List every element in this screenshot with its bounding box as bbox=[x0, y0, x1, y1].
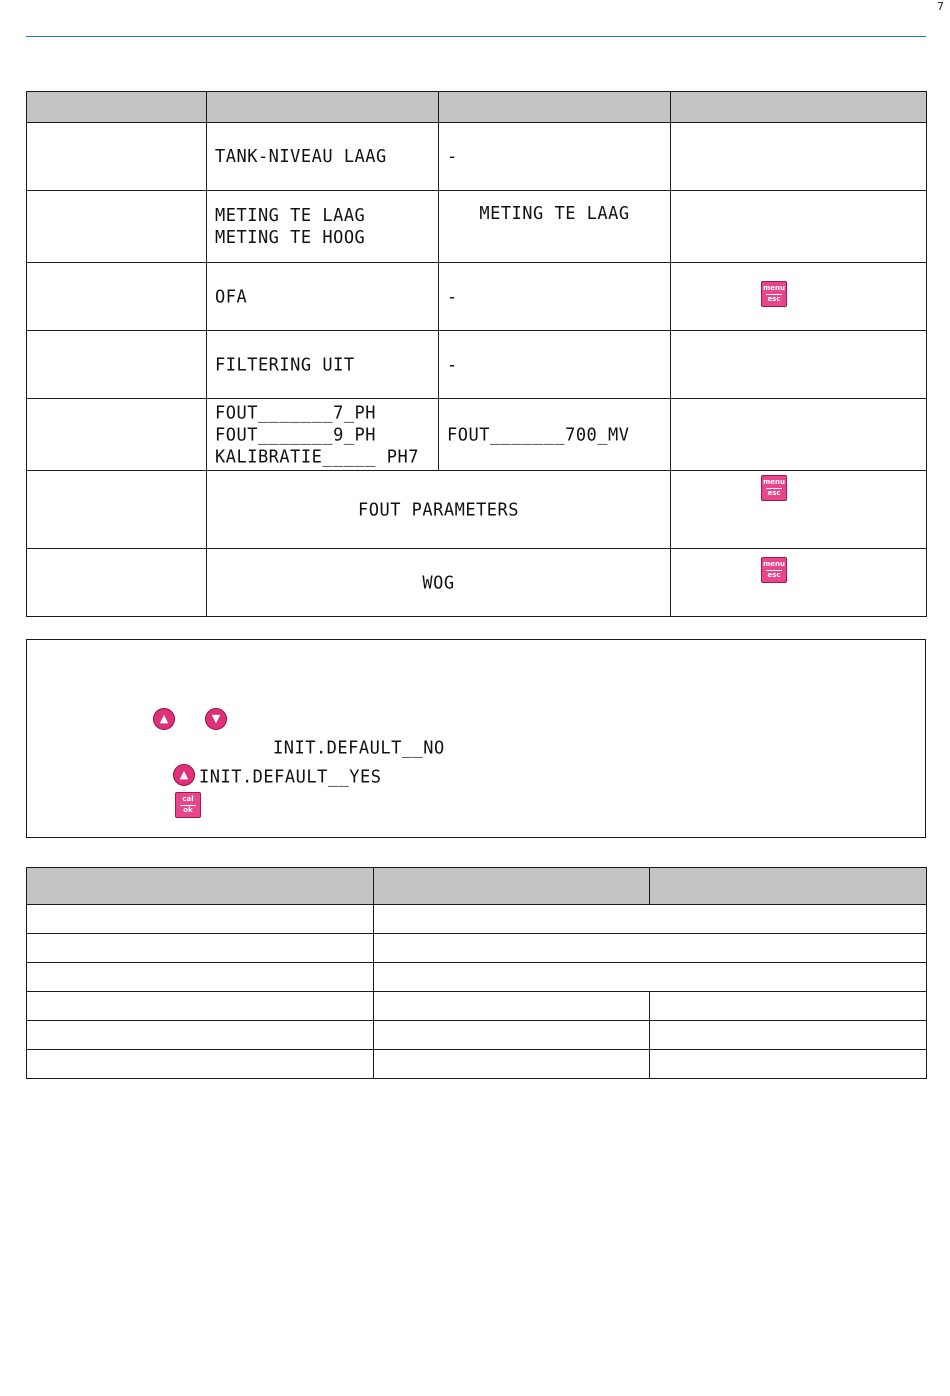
table-cell bbox=[650, 992, 927, 1021]
header-rule bbox=[26, 36, 926, 37]
cell-action bbox=[671, 331, 927, 399]
lcd-text: METING TE HOOG bbox=[215, 227, 366, 248]
key-label-top: menu bbox=[762, 284, 785, 292]
up-arrow-icon: ▲ bbox=[153, 708, 175, 730]
key-label-bottom: esc bbox=[767, 489, 781, 497]
cell-display-alt bbox=[439, 191, 671, 263]
table-row bbox=[27, 963, 927, 992]
header-cell bbox=[207, 92, 439, 123]
alarm-table bbox=[26, 91, 927, 617]
header-cell bbox=[27, 92, 207, 123]
up-arrow-icon: ▲ bbox=[173, 764, 195, 786]
defaults-table-header bbox=[27, 868, 927, 905]
lcd-text: METING TE LAAG bbox=[479, 203, 630, 225]
header-cell bbox=[439, 92, 671, 123]
lcd-text: - bbox=[447, 146, 458, 167]
cell-display-alt bbox=[439, 123, 671, 191]
cell-cause bbox=[27, 191, 207, 263]
table-row bbox=[27, 905, 927, 934]
table-cell bbox=[27, 1050, 374, 1079]
lcd-text: FOUT PARAMETERS bbox=[357, 499, 520, 520]
table-row bbox=[27, 123, 927, 191]
cell-display bbox=[207, 331, 439, 399]
page-number: 7 bbox=[937, 0, 944, 13]
lcd-text: FOUT_______9_PH bbox=[215, 424, 377, 445]
table-cell bbox=[27, 992, 374, 1021]
cell-cause bbox=[27, 331, 207, 399]
table-cell bbox=[650, 1021, 927, 1050]
cell-action bbox=[671, 191, 927, 263]
table-cell bbox=[27, 963, 374, 992]
lcd-text: OFA bbox=[215, 286, 248, 307]
table-row bbox=[27, 471, 927, 549]
menu-esc-key-icon bbox=[761, 557, 787, 583]
table-cell bbox=[374, 963, 927, 992]
table-row bbox=[27, 263, 927, 331]
table-cell bbox=[650, 1050, 927, 1079]
cell-action bbox=[671, 123, 927, 191]
cell-action bbox=[671, 549, 927, 617]
down-arrow-icon: ▼ bbox=[205, 708, 227, 730]
cell-display-merged bbox=[207, 471, 671, 549]
menu-esc-key-icon bbox=[761, 281, 787, 307]
key-label-top: menu bbox=[762, 560, 785, 568]
cell-display bbox=[207, 263, 439, 331]
table-row bbox=[27, 1021, 927, 1050]
defaults-table bbox=[26, 867, 927, 1079]
key-label-bottom: ok bbox=[183, 806, 193, 814]
cell-cause bbox=[27, 263, 207, 331]
header-cell bbox=[27, 868, 374, 905]
table-row bbox=[27, 399, 927, 471]
key-label-bottom: esc bbox=[767, 295, 781, 303]
reset-instructions-box bbox=[26, 639, 926, 838]
key-label-top: menu bbox=[762, 478, 785, 486]
lcd-init-default-yes: INIT.DEFAULT__YES bbox=[199, 766, 382, 788]
table-cell bbox=[374, 905, 927, 934]
lcd-text: FILTERING UIT bbox=[215, 354, 355, 375]
lcd-text: FOUT_______700_MV bbox=[447, 424, 630, 445]
cell-display bbox=[207, 399, 439, 471]
lcd-text: FOUT_______7_PH bbox=[215, 402, 377, 423]
cell-display-merged bbox=[207, 549, 671, 617]
table-row bbox=[27, 992, 927, 1021]
lcd-text: KALIBRATIE_____ PH7 bbox=[215, 446, 419, 467]
table-cell bbox=[27, 1021, 374, 1050]
alarm-table-header bbox=[27, 92, 927, 123]
table-row bbox=[27, 331, 927, 399]
cell-display bbox=[207, 191, 439, 263]
header-cell bbox=[671, 92, 927, 123]
cell-cause bbox=[27, 123, 207, 191]
menu-esc-key-icon bbox=[761, 475, 787, 501]
cell-display bbox=[207, 123, 439, 191]
header-cell bbox=[650, 868, 927, 905]
table-row bbox=[27, 934, 927, 963]
cell-action bbox=[671, 399, 927, 471]
header-cell bbox=[374, 868, 650, 905]
lcd-text: METING TE LAAG bbox=[215, 205, 366, 226]
table-cell bbox=[374, 934, 927, 963]
table-row bbox=[27, 549, 927, 617]
lcd-text: - bbox=[447, 354, 458, 375]
cell-action bbox=[671, 263, 927, 331]
cell-cause bbox=[27, 471, 207, 549]
cell-display-alt bbox=[439, 399, 671, 471]
table-cell bbox=[27, 934, 374, 963]
cell-cause bbox=[27, 399, 207, 471]
cell-display-alt bbox=[439, 331, 671, 399]
cell-display-alt bbox=[439, 263, 671, 331]
lcd-text: - bbox=[447, 286, 458, 307]
lcd-init-default-no: INIT.DEFAULT__NO bbox=[273, 737, 445, 759]
table-row bbox=[27, 191, 927, 263]
key-label-top: cal bbox=[182, 795, 194, 803]
key-label-bottom: esc bbox=[767, 571, 781, 579]
table-cell bbox=[27, 905, 374, 934]
cell-cause bbox=[27, 549, 207, 617]
lcd-text: TANK-NIVEAU LAAG bbox=[215, 146, 387, 167]
cal-ok-key-icon bbox=[175, 792, 201, 818]
table-row bbox=[27, 1050, 927, 1079]
table-cell bbox=[374, 1021, 650, 1050]
cell-action bbox=[671, 471, 927, 549]
table-cell bbox=[374, 1050, 650, 1079]
table-cell bbox=[374, 992, 650, 1021]
lcd-text: WOG bbox=[422, 572, 455, 593]
